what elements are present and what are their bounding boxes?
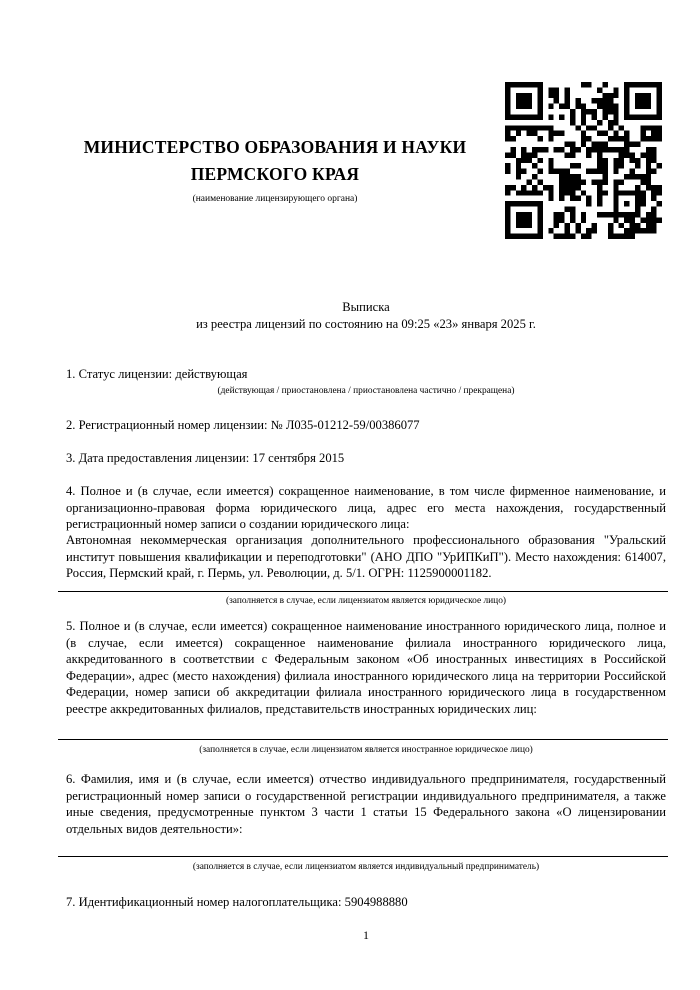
page-number: 1: [363, 928, 369, 942]
ministry-caption: (наименование лицензирующего органа): [192, 194, 358, 204]
qr-code-icon: [505, 82, 662, 239]
ministry-name-line2: ПЕРМСКОГО КРАЯ: [190, 164, 360, 184]
item-license-status-note: (действующая / приостановлена / приостановлена частично / прекращена): [217, 386, 515, 396]
ministry-name: [60, 134, 490, 188]
licensing-authority-header: [60, 134, 490, 205]
item-taxpayer-id: 7. Идентификационный номер налогоплательщика: 5904988880: [66, 895, 408, 909]
item-license-status: 1. Статус лицензии: действующая: [66, 367, 248, 381]
item-grant-date: 3. Дата предоставления лицензии: 17 сентября 2015: [66, 451, 345, 465]
item-entrepreneur-note: (заполняется в случае, если лицензиатом является индивидуальный предприниматель): [192, 862, 540, 872]
ministry-name-line1: МИНИСТЕРСТВО ОБРАЗОВАНИЯ И НАУКИ: [83, 137, 467, 157]
document-title-line1: Выписка: [342, 300, 390, 314]
document-title-line2: из реестра лицензий по состоянию на 09:25 «23» января 2025 г.: [196, 317, 536, 331]
entrepreneur-fill-line: [58, 856, 668, 857]
foreign-entity-fill-line: [58, 739, 668, 740]
document-title: [66, 299, 666, 333]
item-legal-entity-value: Автономная некоммерческая организация дополнительного профессионального образования "Уральский институт повышения квалификации и переподготовки" (АНО ДПО "УрИПКиП"). Место нахождения: 614007, Россия, Пермский край, г. Пермь, ул. Революции, д. 5/1. ОГРН: 1125900001182.: [66, 533, 666, 580]
item-entrepreneur-label: 6. Фамилия, имя и (в случае, если имеется) отчество индивидуального предпринимателя, государственный регистрационный номер записи о государственной регистрации индивидуального предпринимателя, а также иные сведения, предусмотренные пунктом 3 части 1 статьи 15 Федерального закона «О лицензировании отдельных видов деятельности»:: [66, 772, 666, 836]
item-legal-entity-note: (заполняется в случае, если лицензиатом является юридическое лицо): [225, 596, 506, 606]
item-foreign-entity-note: (заполняется в случае, если лицензиатом является иностранное юридическое лицо): [199, 745, 533, 755]
item-registration-number: 2. Регистрационный номер лицензии: № Л035-01212-59/00386077: [66, 418, 420, 432]
item-foreign-entity-label: 5. Полное и (в случае, если имеется) сокращенное наименование иностранного юридического лица, полное и (в случае, если имеется) сокращенное наименование филиала иностранного юридического лица, аккредитованного в соответствии с Федеральным законом «Об иностранных инвестициях в Российской Федерации», адрес (место нахождения) филиала иностранного юридического лица на территории Российской Федерации, номер записи об аккредитации филиала иностранного юридического лица в государственном реестре аккредитованных филиалов, представительств иностранных юридических лиц:: [66, 619, 666, 716]
item-legal-entity-label: 4. Полное и (в случае, если имеется) сокращенное наименование, в том числе фирменное наименование, и организационно-правовая форма юридического лица, адрес его места нахождения, государственный регистрационный номер записи о создании юридического лица:: [66, 484, 666, 531]
legal-entity-fill-line: [58, 591, 668, 592]
